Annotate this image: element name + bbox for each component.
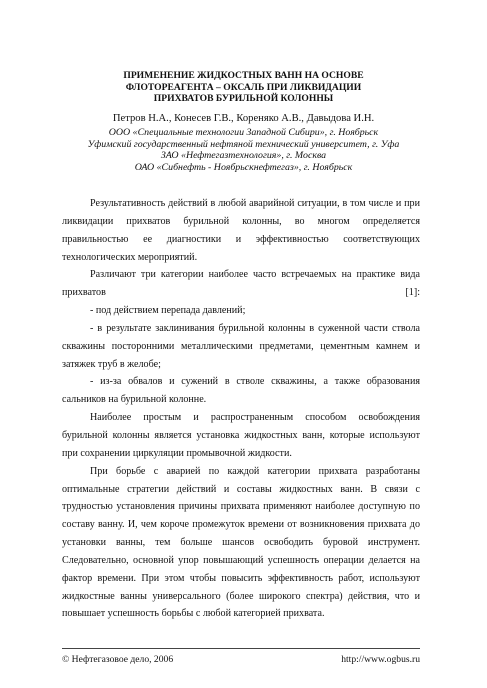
- footer-url: http://www.ogbus.ru: [341, 654, 420, 665]
- paragraph: Результативность действий в любой аварийной ситуации, в том числе и при ликвидации прихватов бурильной колонны, во многом определяется правильностью ее диагностики и эффективностью соответствующих технологических мероприятий.: [62, 198, 420, 263]
- list-item: - из-за обвалов и сужений в стволе скважины, а также образования сальников на бурильной колонне.: [62, 376, 420, 406]
- title-line: ФЛОТОРЕАГЕНТА – ОКСАЛЬ ПРИ ЛИКВИДАЦИИ: [125, 81, 362, 93]
- affiliations: [40, 127, 447, 173]
- affiliation-line: ЗАО «Нефтегазтехнология», г. Москва: [160, 150, 327, 162]
- paper-title: [60, 70, 427, 105]
- body-text: [62, 195, 420, 623]
- paragraph: При борьбе с аварией по каждой категории прихвата разработаны оптимальные стратегии действий и составы жидкостных ванн. В связи с трудностью установления причины прихвата применяют наиболее доступную по составу ванну. И, чем короче промежуток времени от возникновения прихвата до установки ванны, тем больше шансов освободить буровой инструмент. Следовательно, основной упор повышающий успешность операции делается на фактор времени. При этом чтобы повысить эффективность работ, используют жидкостные ванны универсального (более широкого спектра) действия, что и повышает успешность борьбы с любой категорией прихвата.: [62, 465, 420, 620]
- paragraph: Наиболее простым и распространенным способом освобождения бурильной колонны является установка жидкостных ванн, которые используют при сохранении циркуляции промывочной жидкости.: [62, 412, 420, 459]
- footer-copyright: © Нефтегазовое дело, 2006: [62, 654, 174, 665]
- paragraph: Различают три категории наиболее часто встречаемых на практике вида прихватов [1]:: [62, 269, 420, 299]
- authors: Петров Н.А., Конесев Г.В., Кореняко А.В., Давыдова И.Н.: [112, 113, 375, 124]
- affiliation-line: ООО «Специальные технологии Западной Сибири», г. Ноябрьск: [108, 127, 379, 138]
- title-line: ПРИХВАТОВ БУРИЛЬНОЙ КОЛОННЫ: [153, 93, 334, 105]
- list-item: - в результате заклинивания бурильной колонны в суженной части ствола скважины посторонними металлическими предметами, цементным камнем и затяжек труб в желобе;: [62, 322, 420, 370]
- list-item: - под действием перепада давлений;: [90, 305, 246, 317]
- affiliation-line: Уфимский государственный нефтяной технический университет, г. Уфа: [87, 138, 400, 150]
- title-line: ПРИМЕНЕНИЕ ЖИДКОСТНЫХ ВАНН НА ОСНОВЕ: [123, 70, 364, 81]
- footer-divider: [62, 648, 420, 649]
- affiliation-line: ОАО «Сибнефть - Ноябрьскнефтегаз», г. Ноябрьск: [134, 161, 353, 173]
